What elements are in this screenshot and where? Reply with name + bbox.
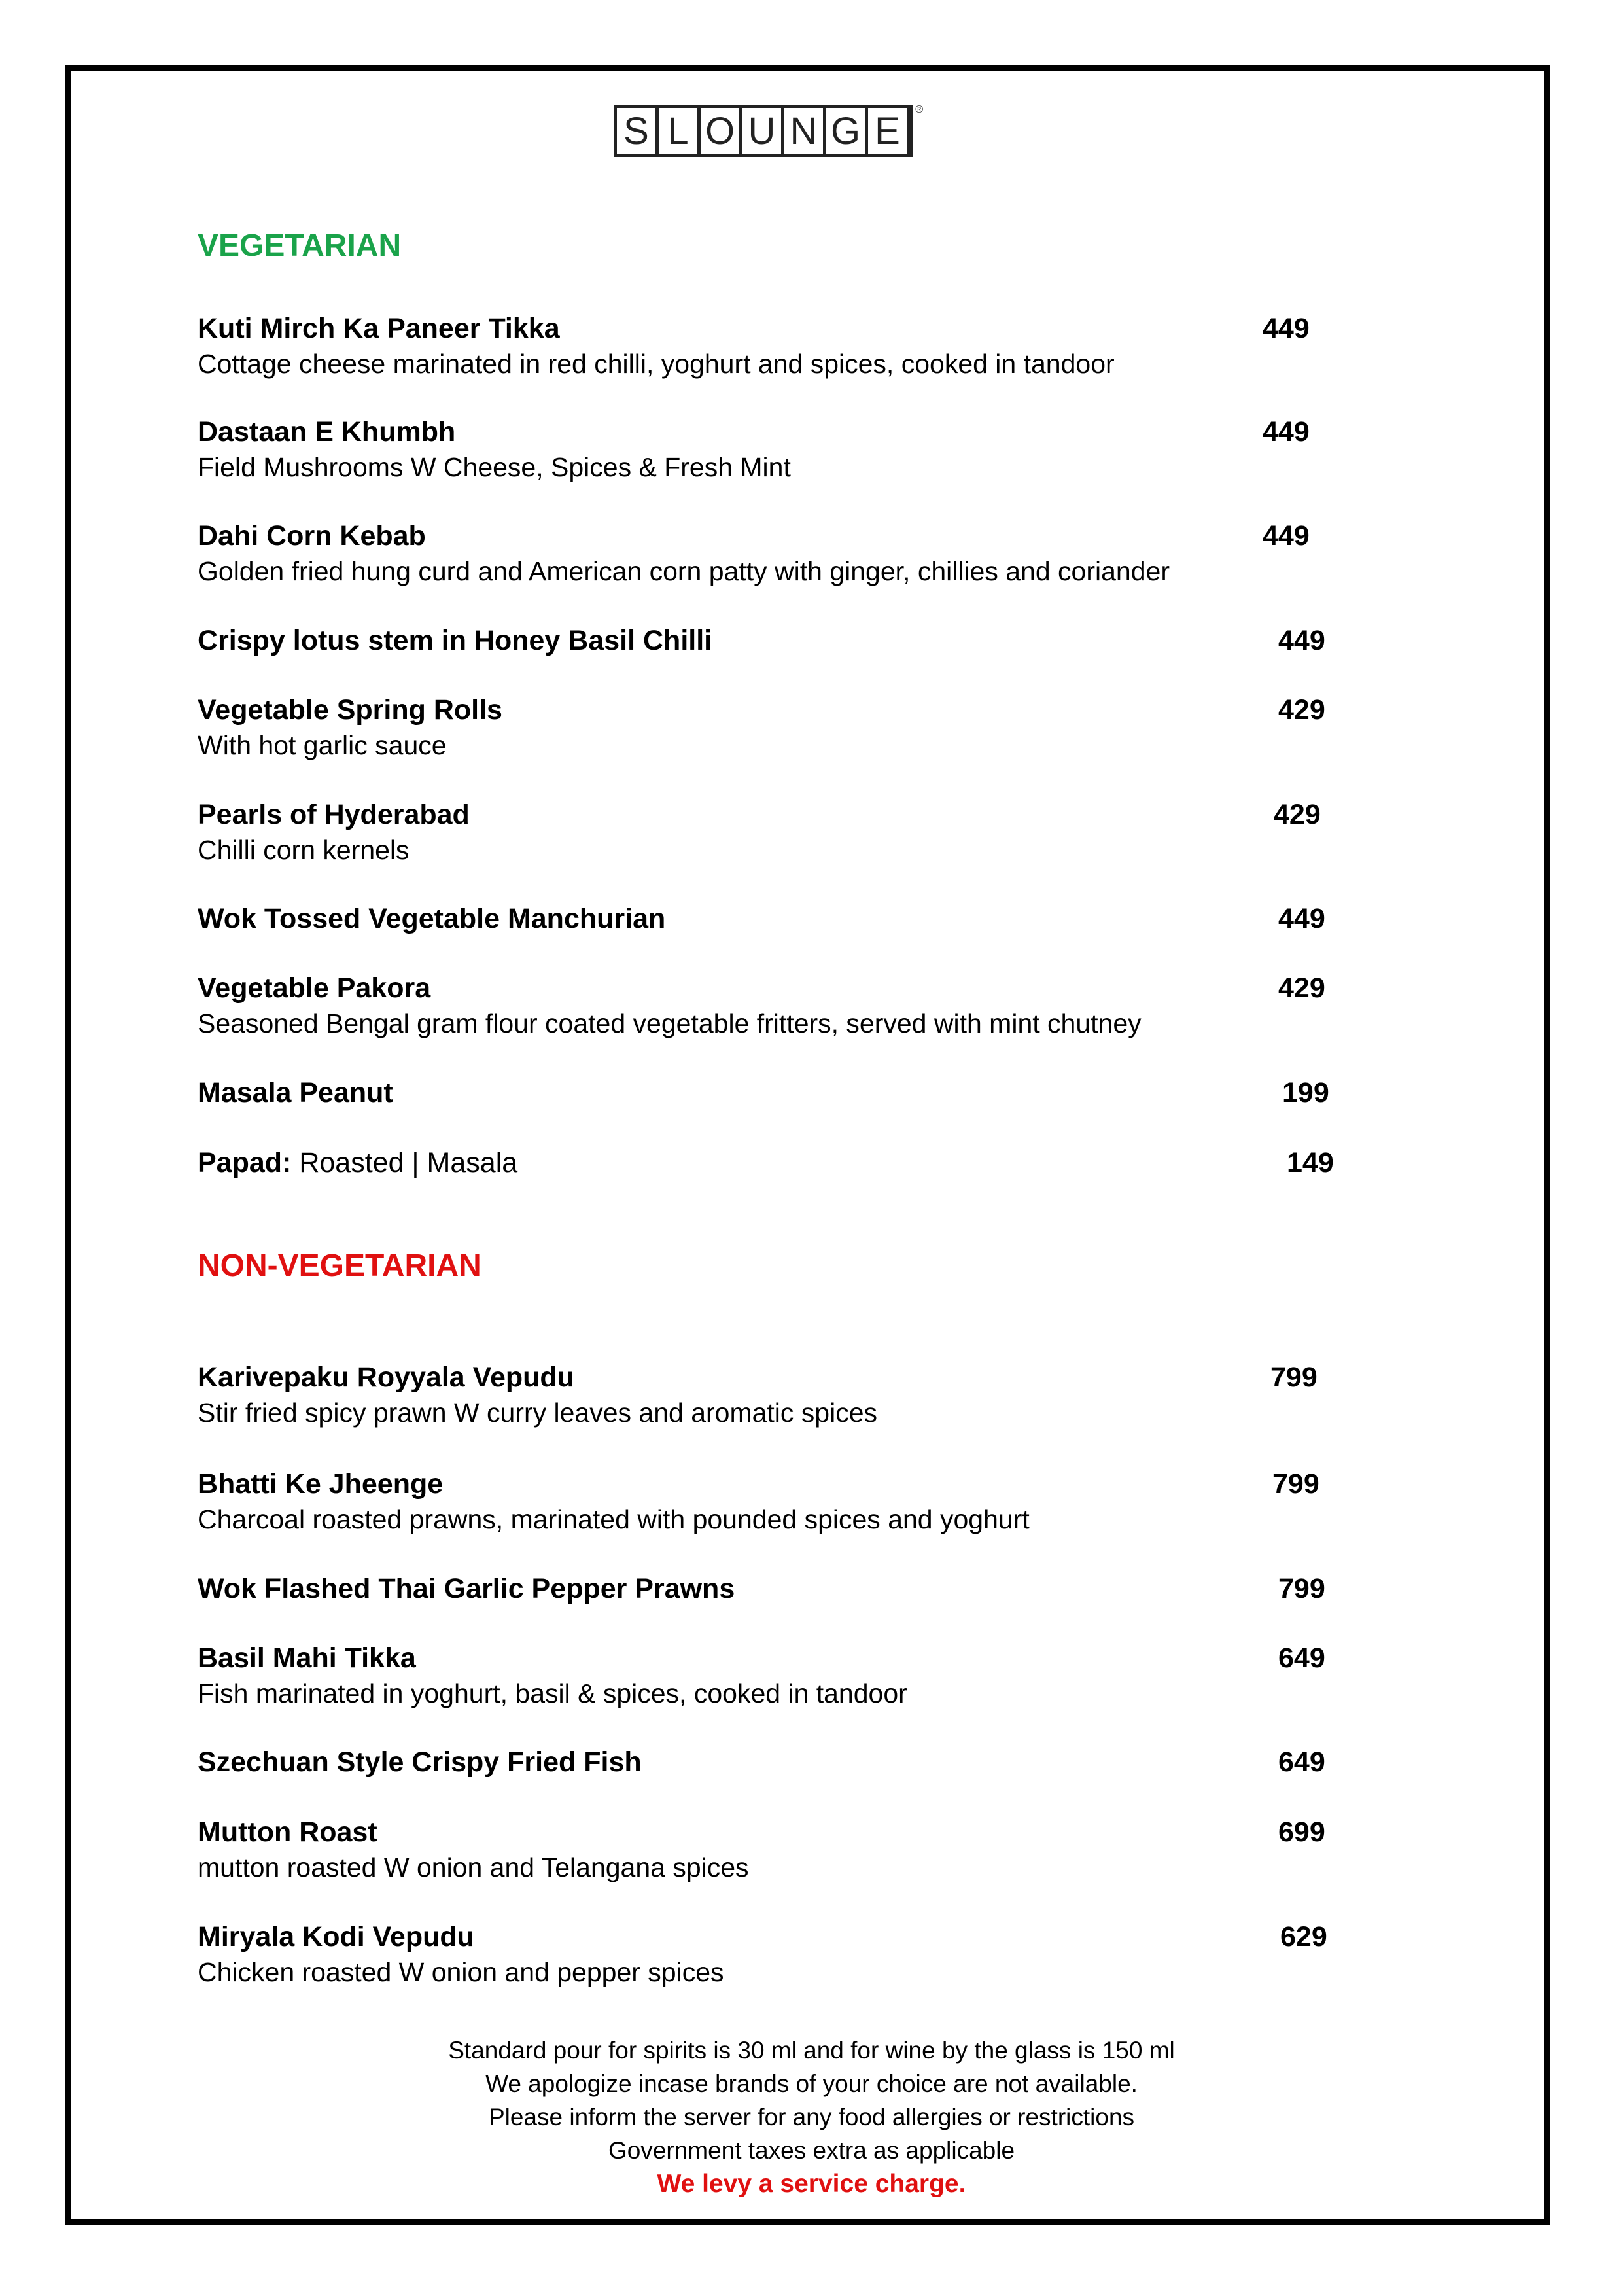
- menu-item: [198, 901, 1362, 936]
- footer-line: Standard pour for spirits is 30 ml and for wine by the glass is 150 ml: [448, 2037, 1175, 2064]
- item-name: Szechuan Style Crispy Fried Fish: [198, 1746, 642, 1778]
- menu-item: [198, 623, 1362, 658]
- menu-item: [198, 1640, 1362, 1711]
- logo-letter: S: [617, 108, 659, 154]
- logo-letter: E: [868, 108, 910, 154]
- item-name-options: Roasted | Masala: [291, 1147, 518, 1178]
- logo-letter: O: [701, 108, 742, 154]
- footer-line: Please inform the server for any food allergies or restrictions: [488, 2104, 1135, 2130]
- item-price: 629: [1280, 1921, 1327, 1952]
- item-name: Crispy lotus stem in Honey Basil Chilli: [198, 625, 712, 656]
- item-description: Golden fried hung curd and American corn patty with ginger, chillies and coriander: [198, 556, 1170, 586]
- item-name-bold: Papad:: [198, 1147, 292, 1178]
- menu-item: [198, 518, 1362, 589]
- item-price: 799: [1278, 1573, 1325, 1604]
- item-name: Vegetable Pakora: [198, 972, 431, 1004]
- item-description: Stir fried spicy prawn W curry leaves and aromatic spices: [198, 1398, 878, 1428]
- item-price: 149: [1287, 1147, 1334, 1178]
- item-name: Bhatti Ke Jheenge: [198, 1468, 444, 1500]
- registered-mark: ®: [915, 104, 923, 115]
- logo-letter: G: [826, 108, 868, 154]
- menu-item: [198, 1919, 1362, 1990]
- item-price: 199: [1282, 1077, 1329, 1108]
- menu-item: [198, 970, 1362, 1041]
- menu-item: [198, 311, 1362, 381]
- vegetarian-heading: VEGETARIAN: [198, 228, 402, 263]
- item-price: 649: [1278, 1642, 1325, 1674]
- menu-item: [198, 797, 1362, 868]
- item-price: 449: [1263, 313, 1310, 344]
- footer-line: We apologize incase brands of your choice are not available.: [485, 2070, 1138, 2097]
- item-name: Pearls of Hyderabad: [198, 799, 470, 830]
- item-name: Dastaan E Khumbh: [198, 416, 456, 448]
- menu-item: [198, 692, 1362, 763]
- item-price: 649: [1278, 1746, 1325, 1778]
- item-name: Kuti Mirch Ka Paneer Tikka: [198, 313, 560, 344]
- item-description: Cottage cheese marinated in red chilli, yoghurt and spices, cooked in tandoor: [198, 349, 1115, 379]
- footer-notes: [0, 2034, 1623, 2200]
- menu-item: [198, 1466, 1362, 1537]
- item-name: [198, 1145, 1362, 1180]
- item-name: Karivepaku Royyala Vepudu: [198, 1362, 574, 1393]
- item-price: 449: [1263, 416, 1310, 448]
- item-description: mutton roasted W onion and Telangana spices: [198, 1852, 749, 1882]
- service-charge-note: We levy a service charge.: [657, 2170, 966, 2198]
- logo-letter: N: [784, 108, 826, 154]
- item-name: Wok Flashed Thai Garlic Pepper Prawns: [198, 1573, 735, 1604]
- item-price: 449: [1278, 903, 1325, 934]
- item-description: Fish marinated in yoghurt, basil & spices, cooked in tandoor: [198, 1678, 907, 1708]
- menu-item: [198, 414, 1362, 485]
- menu-item: [198, 1145, 1362, 1180]
- logo-letter: L: [659, 108, 701, 154]
- item-description: Field Mushrooms W Cheese, Spices & Fresh Mint: [198, 452, 791, 482]
- item-description: Charcoal roasted prawns, marinated with pounded spices and yoghurt: [198, 1504, 1030, 1534]
- item-price: 449: [1263, 520, 1310, 552]
- footer-line: Government taxes extra as applicable: [608, 2137, 1015, 2164]
- menu-item: [198, 1571, 1362, 1606]
- item-description: Seasoned Bengal gram flour coated vegetable fritters, served with mint chutney: [198, 1008, 1142, 1038]
- item-price: 449: [1278, 625, 1325, 656]
- item-price: 799: [1270, 1362, 1318, 1393]
- item-description: Chilli corn kernels: [198, 835, 410, 865]
- item-name: Wok Tossed Vegetable Manchurian: [198, 903, 666, 934]
- non-vegetarian-heading: NON-VEGETARIAN: [198, 1248, 481, 1283]
- item-price: 429: [1278, 972, 1325, 1004]
- item-price: 699: [1278, 1816, 1325, 1848]
- menu-item: [198, 1744, 1362, 1780]
- item-description: Chicken roasted W onion and pepper spices: [198, 1957, 724, 1987]
- item-price: 429: [1274, 799, 1321, 830]
- menu-item: [198, 1075, 1362, 1110]
- menu-item: [198, 1814, 1362, 1885]
- logo-letter: U: [742, 108, 784, 154]
- slounge-logo: [614, 104, 923, 157]
- item-name: Masala Peanut: [198, 1077, 393, 1108]
- item-name: Dahi Corn Kebab: [198, 520, 426, 552]
- item-description: With hot garlic sauce: [198, 730, 447, 760]
- item-price: 429: [1278, 694, 1325, 726]
- item-name: Mutton Roast: [198, 1816, 377, 1848]
- item-name: Vegetable Spring Rolls: [198, 694, 502, 726]
- menu-item: [198, 1360, 1362, 1430]
- item-price: 799: [1272, 1468, 1319, 1500]
- item-name: Basil Mahi Tikka: [198, 1642, 416, 1674]
- item-name: Miryala Kodi Vepudu: [198, 1921, 474, 1952]
